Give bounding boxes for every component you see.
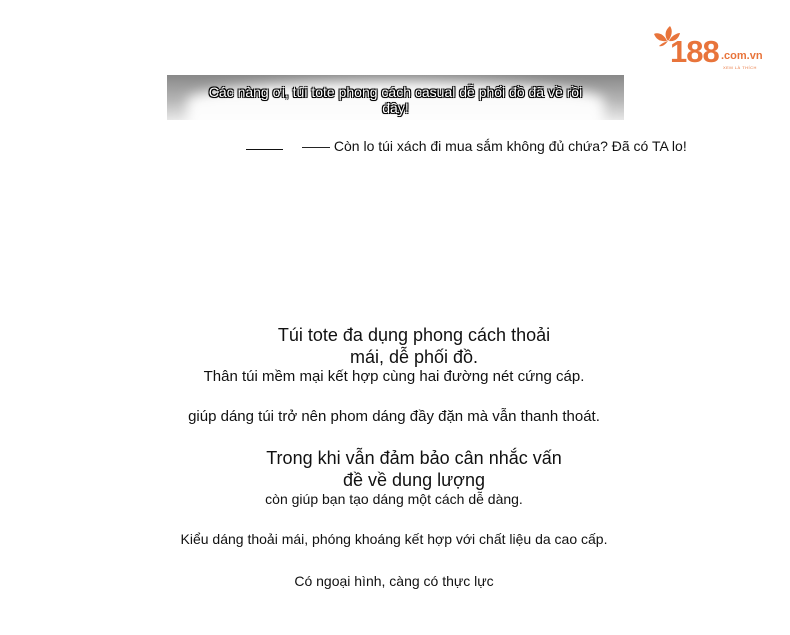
- heading-1-line-1: Túi tote đa dụng phong cách thoải: [277, 325, 551, 345]
- heading-1-line-2: mái, dễ phối đồ.: [349, 347, 479, 367]
- subtitle-text: —— Còn lo túi xách đi mua sắm không đủ chứa? Đã có TA lo!: [302, 138, 687, 154]
- heading-2-line-1: Trong khi vẫn đảm bảo cân nhắc vấn: [266, 448, 562, 468]
- paragraph-2: giúp dáng túi trở nên phom dáng đầy đặn mà vẫn thanh thoát.: [188, 408, 600, 425]
- brand-logo[interactable]: [650, 22, 772, 72]
- paragraph-3: còn giúp bạn tạo dáng một cách dễ dàng.: [265, 491, 523, 507]
- heading-2-line-2: đề về dung lượng: [343, 470, 485, 490]
- paragraph-5: Có ngoại hình, càng có thực lực: [294, 573, 494, 589]
- paragraph-1: Thân túi mềm mại kết hợp cùng hai đường nét cứng cáp.: [203, 368, 585, 385]
- banner: [167, 75, 624, 120]
- logo-number: 188: [670, 34, 719, 69]
- logo-tagline: XEM LÀ THÍCH: [723, 65, 757, 70]
- logo-domain: .com.vn: [721, 50, 763, 62]
- banner-text: Các nàng ơi, túi tote phong cách casual dễ phối đồ đã về rồi đây!: [208, 84, 583, 116]
- paragraph-4: Kiểu dáng thoải mái, phóng khoáng kết hợp với chất liệu da cao cấp.: [180, 531, 608, 547]
- subtitle-divider: [246, 149, 283, 150]
